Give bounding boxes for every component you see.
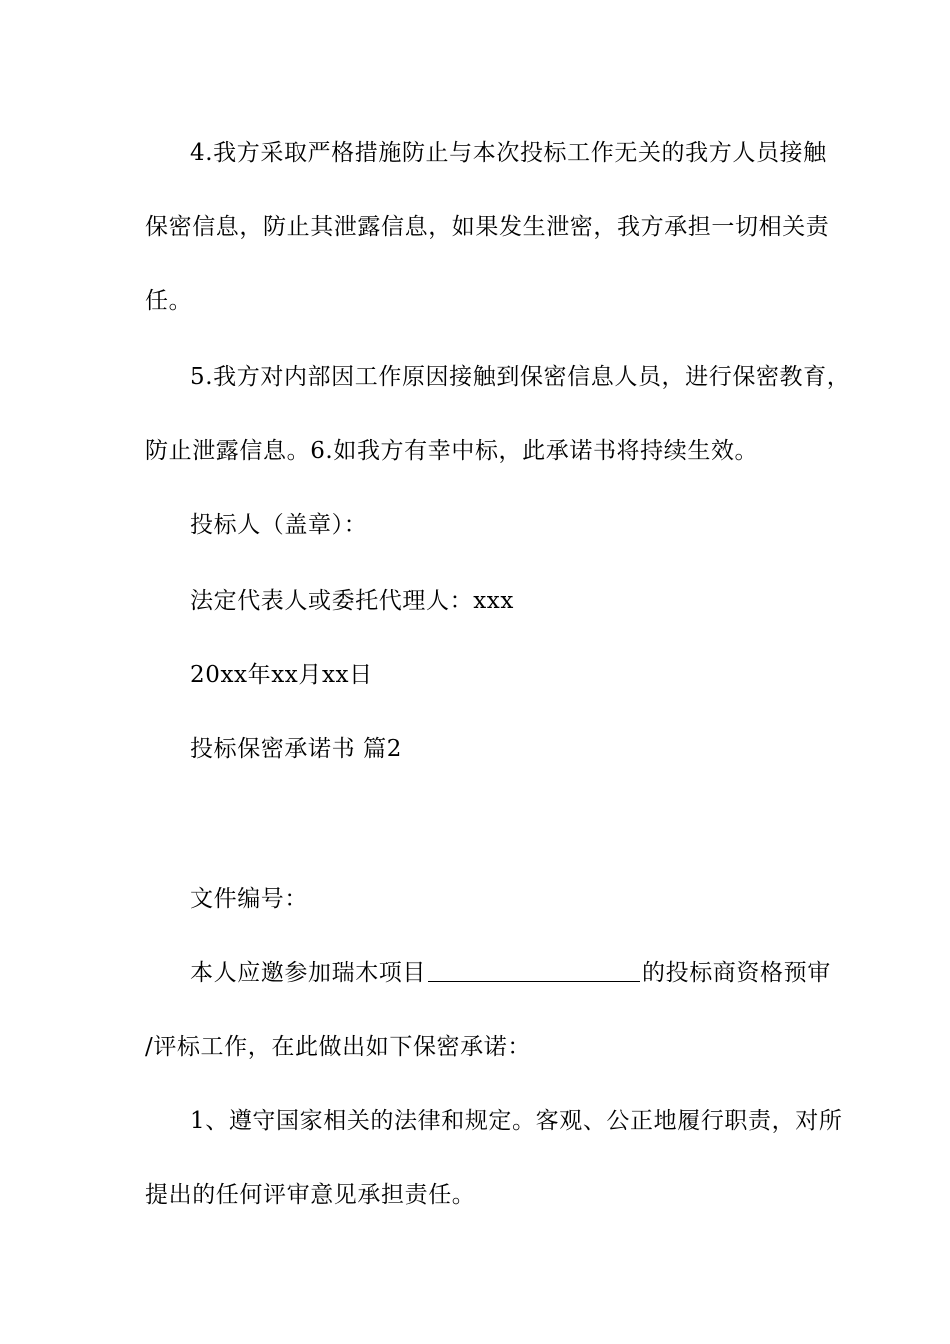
paragraph-4-line-2: 保密信息，防止其泄露信息，如果发生泄密，我方承担一切相关责 — [145, 214, 830, 240]
item-1-line-2: 提出的任何评审意见承担责任。 — [145, 1182, 476, 1208]
file-number-label: 文件编号： — [190, 886, 308, 912]
bidder-seal-label: 投标人（盖章）： — [190, 512, 368, 538]
project-name-blank — [428, 959, 640, 982]
paragraph-5-line-1: 5.我方对内部因工作原因接触到保密信息人员，进行保密教育， — [190, 364, 851, 390]
item-1-line-1: 1、遵守国家相关的法律和规定。客观、公正地履行职责，对所 — [190, 1108, 843, 1134]
intro-line-1 — [190, 958, 831, 988]
intro-text-before: 本人应邀参加瑞木项目 — [190, 960, 426, 986]
paragraph-4-line-3: 任。 — [145, 288, 193, 314]
intro-text-after: 的投标商资格预审 — [642, 960, 831, 986]
paragraph-4-line-1: 4.我方采取严格措施防止与本次投标工作无关的我方人员接触 — [190, 140, 827, 166]
paragraph-5-line-2: 防止泄露信息。6.如我方有幸中标，此承诺书将持续生效。 — [145, 438, 759, 464]
signature-date: 20xx年xx月xx日 — [190, 662, 373, 688]
representative-label: 法定代表人或委托代理人：xxx — [190, 588, 514, 614]
section-2-title: 投标保密承诺书 篇2 — [190, 736, 402, 762]
intro-line-2: /评标工作，在此做出如下保密承诺： — [145, 1034, 531, 1060]
